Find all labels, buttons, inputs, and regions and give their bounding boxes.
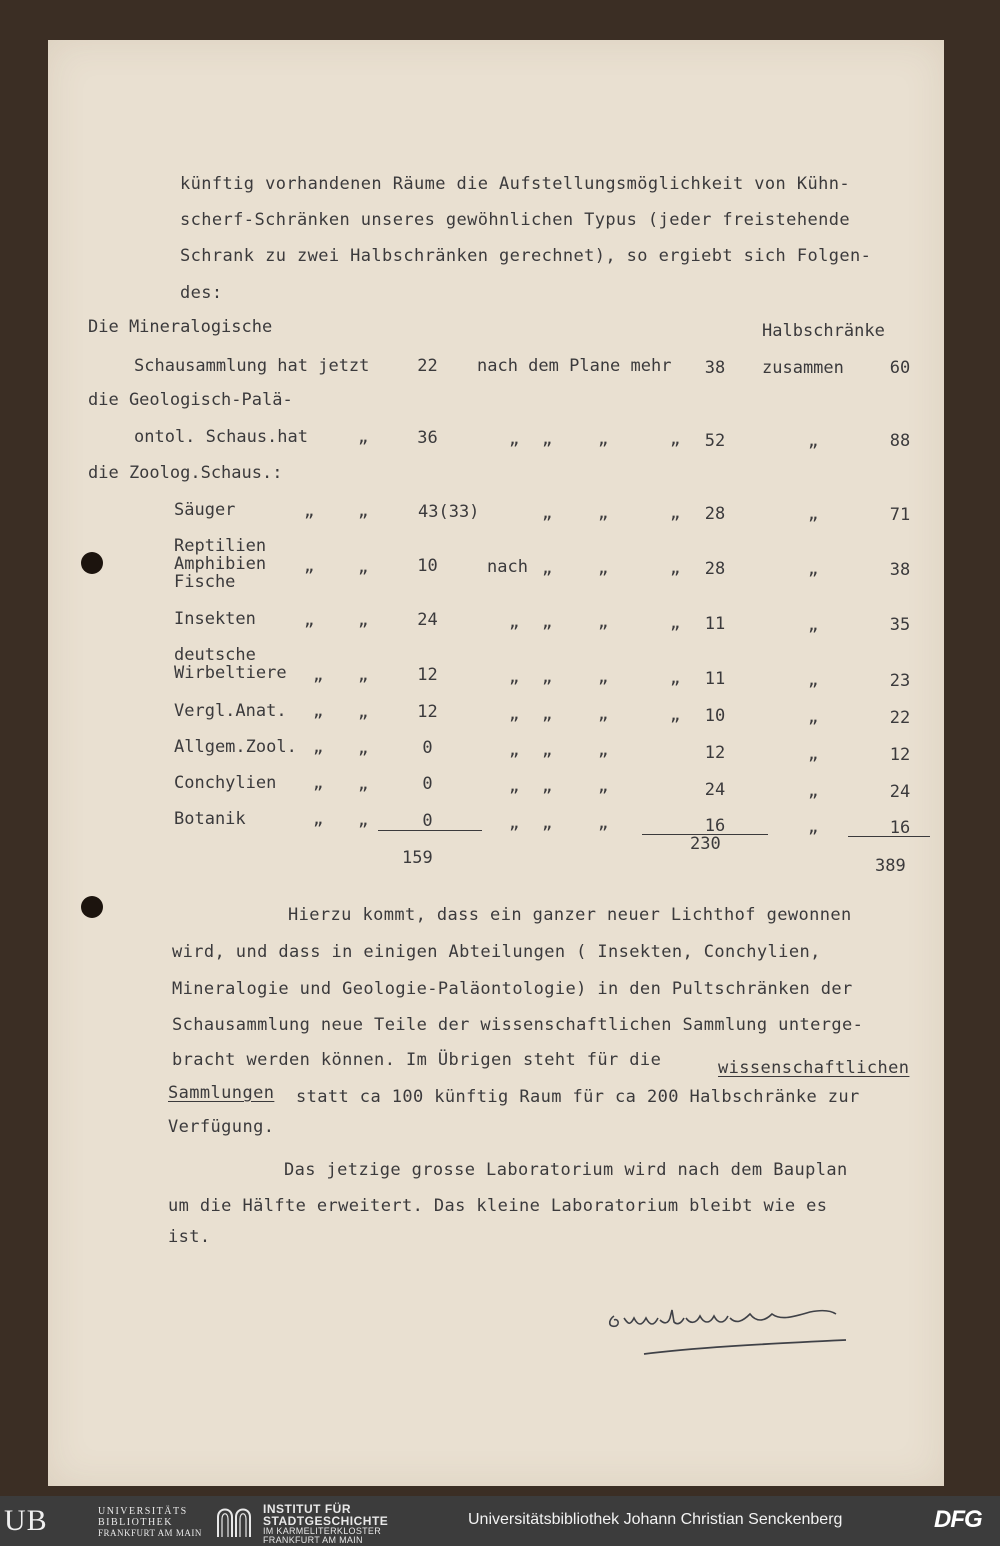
isg-line: STADTGESCHICHTE xyxy=(263,1514,389,1528)
allgem-zool-value-more: 12 xyxy=(704,743,726,763)
institut-logo-icon xyxy=(214,1503,254,1539)
body-line: statt ca 100 künftig Raum für ca 200 Halbschränke zur xyxy=(296,1087,860,1107)
ditto-mark: „ xyxy=(670,503,681,523)
reptilien-value-total: 38 xyxy=(889,560,911,580)
ditto-mark: „ xyxy=(670,558,681,578)
dfg-logo: DFG xyxy=(934,1506,982,1533)
ditto-mark: „ xyxy=(358,738,369,758)
ditto-mark: „ xyxy=(808,431,819,451)
ditto-mark: „ xyxy=(808,670,819,690)
sum-rule xyxy=(378,830,482,831)
ditto-mark: „ xyxy=(670,705,681,725)
ditto-mark: „ xyxy=(509,667,520,687)
botanik-value-total: 16 xyxy=(889,818,911,838)
body-line: bracht werden können. Im Übrigen steht für die xyxy=(172,1050,662,1070)
ditto-mark: „ xyxy=(542,667,553,687)
ditto-mark: „ xyxy=(598,503,609,523)
conchylien-value-now: 0 xyxy=(422,774,433,794)
library-name: Universitätsbibliothek Johann Christian Senckenberg xyxy=(468,1511,843,1528)
ditto-mark: „ xyxy=(509,429,520,449)
ditto-mark: „ xyxy=(598,776,609,796)
closing-line: ist. xyxy=(168,1227,211,1247)
ditto-mark: „ xyxy=(358,665,369,685)
closing-line: Das jetzige grosse Laboratorium wird nach dem Bauplan xyxy=(284,1160,848,1180)
geo-label: die Geologisch-Palä- xyxy=(88,390,293,410)
body-line: Hierzu kommt, dass ein ganzer neuer Lichthof gewonnen xyxy=(288,905,852,925)
insekten-value-now: 24 xyxy=(417,610,438,630)
geo-row-label: ontol. Schaus.hat xyxy=(134,427,308,447)
row-name-wirbeltiere: deutsche Wirbeltiere xyxy=(174,645,287,683)
ub-line: BIBLIOTHEK xyxy=(98,1517,173,1528)
ditto-mark: „ xyxy=(509,704,520,724)
ditto-mark: „ xyxy=(313,737,324,757)
zoo-label: die Zoolog.Schaus.: xyxy=(88,463,283,483)
mineral-row-label: Schausammlung hat jetzt xyxy=(134,356,370,376)
vergl-anat-value-total: 22 xyxy=(889,708,911,728)
geo-value-now: 36 xyxy=(417,428,438,448)
conchylien-value-total: 24 xyxy=(889,782,911,802)
punch-hole xyxy=(81,552,103,574)
ditto-mark: „ xyxy=(313,701,324,721)
saeuger-value-now: 43(33) xyxy=(418,502,480,522)
institut-logo-subtext xyxy=(263,1527,381,1545)
body-line: Verfügung. xyxy=(168,1117,275,1137)
mineral-label: Die Mineralogische xyxy=(88,317,273,337)
wirbeltiere-value-now: 12 xyxy=(417,665,438,685)
ditto-mark: „ xyxy=(509,740,520,760)
ditto-mark: „ xyxy=(542,503,553,523)
mineral-value-total: 60 xyxy=(889,358,911,378)
underlined-word: Sammlungen xyxy=(168,1083,275,1103)
allgem-zool-value-total: 12 xyxy=(889,745,911,765)
handwritten-signature xyxy=(600,1296,850,1366)
saeuger-value-total: 71 xyxy=(889,505,911,525)
row-name-saeuger: Säuger xyxy=(174,500,236,520)
row-name-conchylien: Conchylien xyxy=(174,773,277,793)
insekten-value-more: 11 xyxy=(704,614,726,634)
isg-line: IM KARMELITERKLOSTER xyxy=(263,1526,382,1536)
ditto-mark: „ xyxy=(304,610,315,630)
ditto-mark: „ xyxy=(358,501,369,521)
ditto-mark: „ xyxy=(358,557,369,577)
geo-value-total: 88 xyxy=(889,431,911,451)
intro-line: scherf-Schränken unseres gewöhnlichen Typus (jeder freistehende xyxy=(180,210,850,230)
ditto-mark: „ xyxy=(542,813,553,833)
row-name-allgem-zool: Allgem.Zool. xyxy=(174,737,297,757)
ditto-mark: „ xyxy=(358,702,369,722)
ditto-mark: „ xyxy=(808,817,819,837)
intro-line: Schrank zu zwei Halbschränken gerechnet), so ergiebt sich Folgen- xyxy=(180,246,872,266)
mineral-row-mid: nach dem Plane mehr xyxy=(477,356,672,376)
closing-line: um die Hälfte erweitert. Das kleine Laboratorium bleibt wie es xyxy=(168,1196,828,1216)
mineral-row-tail: zusammen xyxy=(762,358,844,378)
ditto-mark: „ xyxy=(598,558,609,578)
sum-rule xyxy=(848,836,930,837)
insekten-value-total: 35 xyxy=(889,615,911,635)
ditto-mark: „ xyxy=(598,612,609,632)
isg-line: FRANKFURT AM MAIN xyxy=(263,1535,363,1545)
mineral-value-now: 22 xyxy=(417,356,438,376)
row-name-reptilien: Reptilien Amphibien Fische xyxy=(174,536,267,592)
ditto-mark: „ xyxy=(808,504,819,524)
ditto-mark: „ xyxy=(304,556,315,576)
ditto-mark: „ xyxy=(670,613,681,633)
ditto-mark: „ xyxy=(598,667,609,687)
reptilien-value-now: 10 xyxy=(417,556,438,576)
ditto-mark: „ xyxy=(509,612,520,632)
ditto-mark: „ xyxy=(542,558,553,578)
ditto-mark: „ xyxy=(313,773,324,793)
ditto-mark: „ xyxy=(542,429,553,449)
botanik-value-more: 16 xyxy=(704,816,726,836)
ditto-mark: „ xyxy=(542,740,553,760)
ub-logo: UB xyxy=(4,1504,48,1537)
ub-logo-text xyxy=(98,1506,202,1539)
body-line: Mineralogie und Geologie-Paläontologie) in den Pultschränken der xyxy=(172,979,853,999)
ditto-mark: „ xyxy=(358,427,369,447)
underlined-word: wissenschaftlichen xyxy=(718,1058,910,1078)
isg-line: INSTITUT FÜR xyxy=(263,1502,351,1516)
allgem-zool-value-now: 0 xyxy=(422,738,433,758)
ditto-mark: „ xyxy=(313,809,324,829)
ditto-mark: „ xyxy=(542,704,553,724)
total-more: 230 xyxy=(690,834,721,854)
ditto-mark: „ xyxy=(509,813,520,833)
ditto-mark: „ xyxy=(358,774,369,794)
punch-hole xyxy=(81,896,103,918)
saeuger-value-more: 28 xyxy=(704,504,726,524)
row-name-insekten: Insekten xyxy=(174,609,256,629)
ditto-mark: „ xyxy=(598,429,609,449)
body-line: Schausammlung neue Teile der wissenschaftlichen Sammlung unterge- xyxy=(172,1015,864,1035)
ditto-mark: „ xyxy=(358,610,369,630)
row-name-botanik: Botanik xyxy=(174,809,246,829)
reptilien-nach: nach xyxy=(487,557,528,577)
conchylien-value-more: 24 xyxy=(704,780,726,800)
ditto-mark: „ xyxy=(670,668,681,688)
ditto-mark: „ xyxy=(808,559,819,579)
body-line: wird, und dass in einigen Abteilungen ( Insekten, Conchylien, xyxy=(172,942,821,962)
ditto-mark: „ xyxy=(509,776,520,796)
ub-line: UNIVERSITÄTS xyxy=(98,1506,188,1517)
intro-line: des: xyxy=(180,283,223,303)
intro-line: künftig vorhandenen Räume die Aufstellungsmöglichkeit von Kühn- xyxy=(180,174,850,194)
ditto-mark: „ xyxy=(542,776,553,796)
wirbeltiere-value-total: 23 xyxy=(889,671,911,691)
ditto-mark: „ xyxy=(598,813,609,833)
ditto-mark: „ xyxy=(542,612,553,632)
ditto-mark: „ xyxy=(598,704,609,724)
ditto-mark: „ xyxy=(808,615,819,635)
ditto-mark: „ xyxy=(598,740,609,760)
ditto-mark: „ xyxy=(808,781,819,801)
total-now: 159 xyxy=(402,848,433,868)
footer-bar xyxy=(0,1496,1000,1546)
ditto-mark: „ xyxy=(313,665,324,685)
ditto-mark: „ xyxy=(808,707,819,727)
vergl-anat-value-more: 10 xyxy=(704,706,726,726)
wirbeltiere-value-more: 11 xyxy=(704,669,726,689)
botanik-value-now: 0 xyxy=(422,811,433,831)
total-sum: 389 xyxy=(875,856,906,876)
ditto-mark: „ xyxy=(808,744,819,764)
halbschraenke-header: Halbschränke xyxy=(762,321,885,341)
institut-logo-text xyxy=(263,1503,388,1527)
ditto-mark: „ xyxy=(670,429,681,449)
vergl-anat-value-now: 12 xyxy=(417,702,438,722)
ub-line: FRANKFURT AM MAIN xyxy=(98,1528,202,1538)
mineral-value-more: 38 xyxy=(704,358,726,378)
reptilien-value-more: 28 xyxy=(704,559,726,579)
geo-value-more: 52 xyxy=(704,431,726,451)
ditto-mark: „ xyxy=(358,810,369,830)
ditto-mark: „ xyxy=(304,501,315,521)
row-name-vergl-anat: Vergl.Anat. xyxy=(174,701,287,721)
